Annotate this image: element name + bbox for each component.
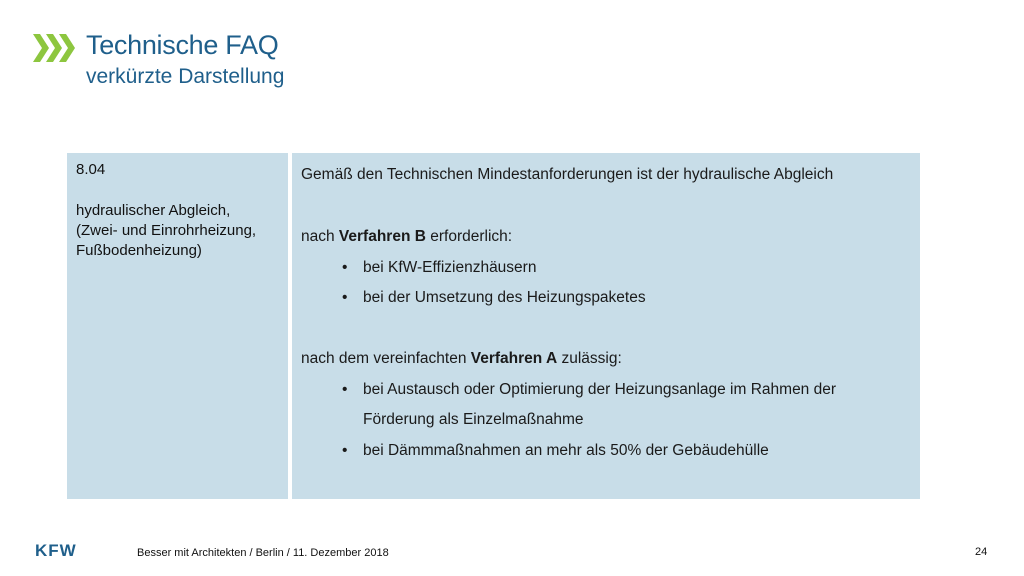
answer-method-b: nach Verfahren B erforderlich: (301, 228, 513, 245)
faq-table (67, 153, 920, 499)
method-b-label: Verfahren B (338, 228, 426, 245)
method-a-label: Verfahren A (470, 350, 558, 367)
list-item: • bei KfW-Effizienzhäusern (342, 259, 537, 276)
list-item-continuation: Förderung als Einzelmaßnahme (363, 411, 584, 428)
answer-method-a: nach dem vereinfachten Verfahren A zulässig: (301, 350, 622, 367)
answer-intro: Gemäß den Technischen Mindestanforderungen ist der hydraulische Abgleich (301, 166, 834, 183)
list-item: • bei Dämmmaßnahmen an mehr als 50% der Gebäudehülle (342, 442, 769, 459)
list-item: • bei Austausch oder Optimierung der Heizungsanlage im Rahmen der (342, 381, 837, 398)
faq-topic-cell (67, 153, 288, 499)
page-title: Technische FAQ (86, 30, 279, 60)
kfw-logo: KFW (35, 541, 77, 560)
faq-topic: hydraulischer Abgleich, (Zwei- und Einrohrheizung, Fußbodenheizung) (76, 202, 257, 259)
faq-answer-cell (292, 153, 920, 499)
footer-text: Besser mit Architekten / Berlin / 11. Dezember 2018 (137, 547, 389, 559)
page-number: 24 (975, 546, 988, 558)
faq-id: 8.04 (76, 161, 106, 178)
list-item: • bei der Umsetzung des Heizungspaketes (342, 289, 646, 306)
page-subtitle: verkürzte Darstellung (86, 65, 285, 88)
chevrons-icon (33, 34, 77, 62)
